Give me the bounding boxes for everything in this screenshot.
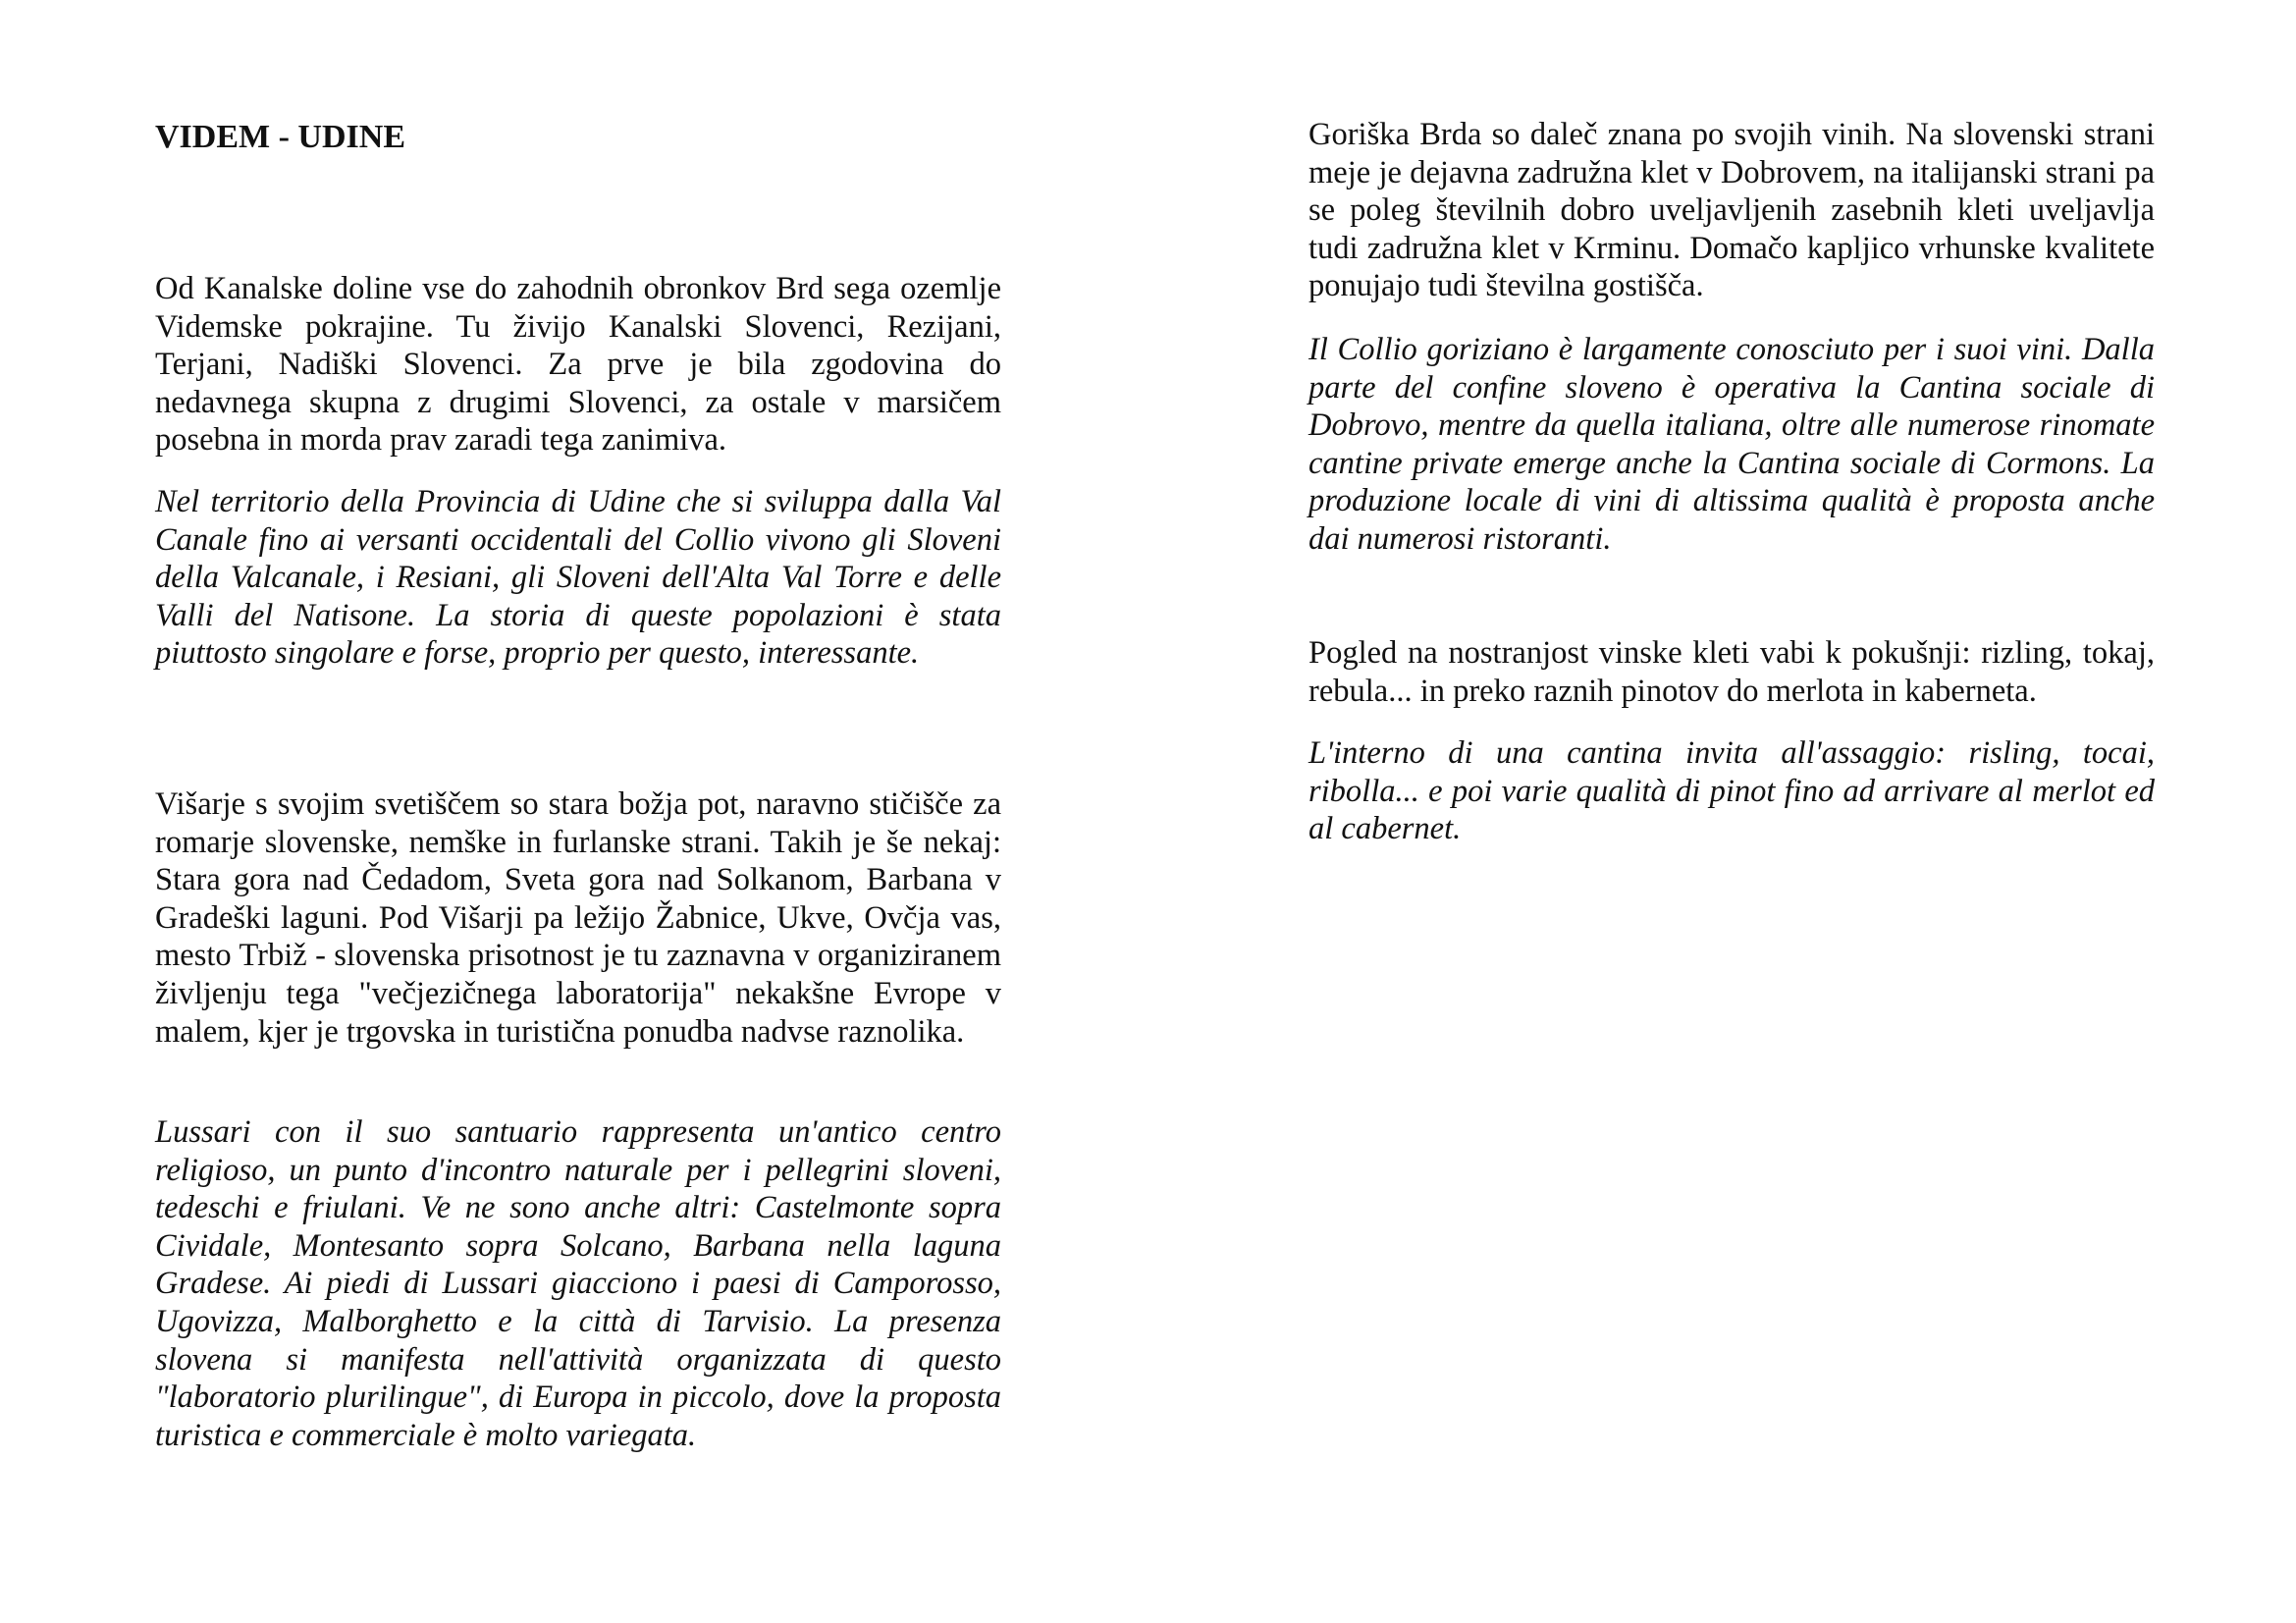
paragraph-italian-udine: Nel territorio della Provincia di Udine che si sviluppa dalla Val Canale fino ai versanti occidentali del Collio vivono gli Sloveni della Valcanale, i Resiani, gli Sloveni dell'Alta Val Torre e delle Valli del Natisone. La storia di queste popolazioni è stata piuttosto singolare e forse, proprio per questo, interessante. [155, 484, 1001, 672]
paragraph-italian-lussari: Lussari con il suo santuario rappresenta un'antico centro religioso, un punto d'incontro naturale per i pellegrini sloveni, tedeschi e friulani. Ve ne sono anche altri: Castelmonte sopra Cividale, Montesanto sopra Solcano, Barbana nella laguna Gradese. Ai piedi di Lussari giacciono i paesi di Camporosso, Ugovizza, Malborghetto e la città di Tarvisio. La presenza slovena si manifesta nell'attività organizzata di questo "laboratorio plurilingue", di Europa in piccolo, dove la proposta turistica e commerciale è molto variegata. [155, 1114, 1001, 1453]
page-title: VIDEM - UDINE [155, 119, 405, 155]
paragraph-italian-cantina: L'interno di una cantina invita all'assaggio: risling, tocai, ribolla... e poi varie qualità di pinot fino ad arrivare al merlot ed al cabernet. [1308, 735, 2155, 847]
paragraph-slovenian-visarje: Višarje s svojim svetiščem so stara božja pot, naravno stičišče za romarje slovenske, nemške in furlanske strani. Takih je še nekaj: Stara gora nad Čedadom, Sveta gora nad Solkanom, Barbana v Gradeški laguni. Pod Višarji pa ležijo Žabnice, Ukve, Ovčja vas, mesto Trbiž - slovenska prisotnost je tu zaznavna v organiziranem življenju tega "večjezičnega laboratorija" nekakšne Evrope v malem, kjer je trgovska in turistična ponudba nadvse raznolika. [155, 786, 1001, 1050]
paragraph-italian-collio: Il Collio goriziano è largamente conosciuto per i suoi vini. Dalla parte del confine sloveno è operativa la Cantina sociale di Dobrovo, mentre da quella italiana, oltre alle numerose rinomate cantine private emerge anche la Cantina sociale di Cormons. La produzione locale di vini di altissima qualità è proposta anche dai numerosi ristoranti. [1308, 332, 2155, 557]
paragraph-slovenian-udine: Od Kanalske doline vse do zahodnih obronkov Brd sega ozemlje Videmske pokrajine. Tu živijo Kanalski Slovenci, Rezijani, Terjani, Nadiški Slovenci. Za prve je bila zgodovina do nedavnega skupna z drugimi Slovenci, za ostale v marsičem posebna in morda prav zaradi tega zanimiva. [155, 271, 1001, 459]
paragraph-slovenian-brda: Goriška Brda so daleč znana po svojih vinih. Na slovenski strani meje je dejavna zadružna klet v Dobrovem, na italijanski strani pa se poleg številnih dobro uveljavljenih zasebnih kleti uveljavlja tudi zadružna klet v Krminu. Domačo kapljico vrhunske kvalitete ponujajo tudi številna gostišča. [1308, 117, 2155, 304]
paragraph-slovenian-klet: Pogled na nostranjost vinske kleti vabi k pokušnji: rizling, tokaj, rebula... in preko raznih pinotov do merlota in kaberneta. [1308, 635, 2155, 709]
